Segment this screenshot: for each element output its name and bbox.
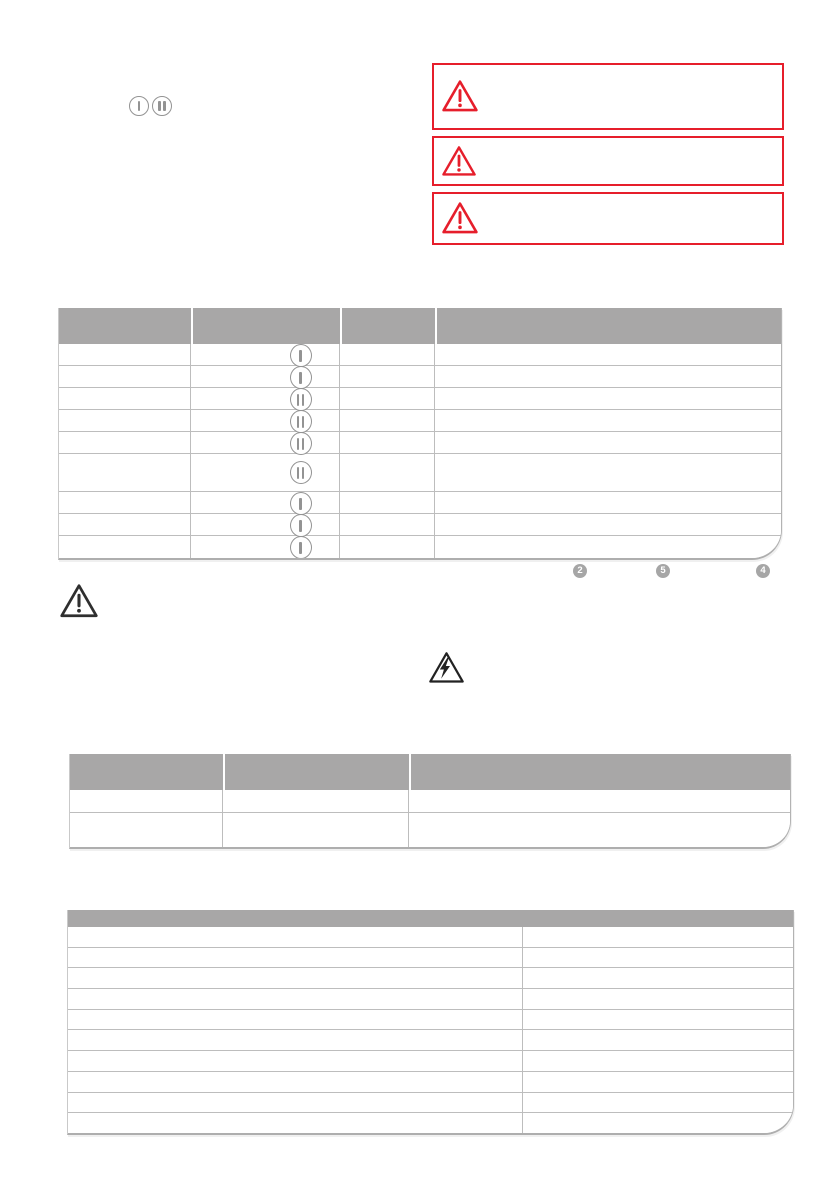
- table-cell: [340, 344, 435, 367]
- table-cell: [68, 1051, 523, 1071]
- table-cell: [223, 813, 409, 847]
- header-cell: [68, 910, 793, 927]
- table-cell: [340, 492, 435, 515]
- table-cell: [68, 989, 523, 1009]
- header-cell: [409, 754, 790, 790]
- table-cell: [340, 514, 435, 537]
- table-row: [59, 344, 781, 366]
- switch-position-cell: [191, 410, 340, 433]
- table-cell: [59, 492, 191, 515]
- table-cell: [435, 514, 781, 537]
- table-cell: [68, 1010, 523, 1030]
- table-cell: [435, 388, 781, 411]
- table-cell: [523, 1072, 793, 1092]
- power-symbol-I-icon: [129, 96, 149, 116]
- power-symbol-I-icon: [290, 344, 312, 367]
- power-symbol-II-icon: [290, 461, 312, 484]
- table-cell: [523, 1113, 793, 1133]
- table-cell: [340, 410, 435, 433]
- table-cell: [435, 492, 781, 515]
- table-cell: [68, 1093, 523, 1113]
- table-cell: [523, 1010, 793, 1030]
- table-row: [68, 1010, 793, 1031]
- power-symbol-II-icon: [290, 432, 312, 455]
- table-cell: [435, 454, 781, 491]
- switch-position-cell: [191, 366, 340, 389]
- table-row: [68, 1051, 793, 1072]
- callout-marker: 2: [573, 564, 587, 578]
- table-cell: [59, 454, 191, 491]
- table-cell: [409, 790, 790, 812]
- power-symbol-I-icon: [290, 492, 312, 515]
- power-symbol-II-icon: [152, 96, 172, 116]
- table-cell: [59, 514, 191, 537]
- table-cell: [435, 432, 781, 455]
- table-cell: [340, 388, 435, 411]
- header-cell: [191, 308, 340, 344]
- table-cell: [435, 410, 781, 433]
- table-header-row: [68, 910, 793, 927]
- table-row: [68, 927, 793, 948]
- warning-triangle-icon: [441, 79, 479, 114]
- list-table: [67, 910, 794, 1135]
- table-cell: [59, 432, 191, 455]
- switch-position-cell: [191, 514, 340, 537]
- table-cell: [523, 927, 793, 947]
- table-row: [70, 813, 790, 847]
- power-symbol-I-icon: [290, 366, 312, 389]
- table-row: [59, 366, 781, 388]
- table-cell: [70, 790, 223, 812]
- table-header-row: [59, 308, 781, 344]
- warning-box: [432, 63, 784, 130]
- table-row: [68, 1072, 793, 1093]
- table-cell: [68, 1113, 523, 1133]
- header-cell: [70, 754, 223, 790]
- table-row: [68, 1113, 793, 1133]
- warning-box: [432, 136, 784, 186]
- warning-triangle-icon: [441, 201, 479, 236]
- table-cell: [340, 432, 435, 455]
- header-cell: [435, 308, 781, 344]
- warning-triangle-icon: [59, 583, 99, 624]
- spec-table: [69, 754, 791, 849]
- table-cell: [523, 1030, 793, 1050]
- table-row: [68, 948, 793, 969]
- power-position-symbols: [129, 96, 172, 116]
- switch-position-cell: [191, 432, 340, 455]
- table-cell: [523, 1093, 793, 1113]
- high-voltage-triangle-icon: [428, 651, 465, 689]
- table-cell: [59, 410, 191, 433]
- table-cell: [523, 1051, 793, 1071]
- table-row: [59, 514, 781, 536]
- table-cell: [68, 948, 523, 968]
- table-row: [68, 989, 793, 1010]
- table-row: [59, 492, 781, 514]
- table-cell: [340, 454, 435, 491]
- table-cell: [68, 1030, 523, 1050]
- table-cell: [68, 1072, 523, 1092]
- table-body: [59, 344, 781, 558]
- table-cell: [409, 813, 790, 847]
- table-cell: [340, 366, 435, 389]
- table-cell: [68, 927, 523, 947]
- table-cell: [59, 344, 191, 367]
- table-cell: [70, 813, 223, 847]
- header-cell: [59, 308, 191, 344]
- switch-position-cell: [191, 492, 340, 515]
- header-cell: [340, 308, 435, 344]
- table-body: [70, 790, 790, 847]
- callout-marker: 5: [656, 564, 670, 578]
- table-cell: [523, 989, 793, 1009]
- warning-box: [432, 192, 784, 245]
- switch-position-cell: [191, 344, 340, 367]
- table-row: [68, 968, 793, 989]
- table-row: [59, 454, 781, 492]
- table-row: [70, 790, 790, 813]
- switch-position-cell: [191, 454, 340, 491]
- table-row: [59, 432, 781, 454]
- table-header-row: [70, 754, 790, 790]
- table-row: [59, 536, 781, 558]
- switch-position-cell: [191, 536, 340, 559]
- table-cell: [523, 968, 793, 988]
- table-row: [59, 410, 781, 432]
- table-cell: [59, 366, 191, 389]
- table-cell: [223, 790, 409, 812]
- warning-triangle-icon: [441, 145, 477, 178]
- table-row: [68, 1030, 793, 1051]
- table-cell: [523, 948, 793, 968]
- table-cell: [59, 536, 191, 559]
- power-symbol-II-icon: [290, 410, 312, 433]
- table-cell: [340, 536, 435, 559]
- table-cell: [435, 366, 781, 389]
- table-body: [68, 927, 793, 1133]
- power-symbol-I-icon: [290, 536, 312, 559]
- table-cell: [435, 344, 781, 367]
- power-symbol-II-icon: [290, 388, 312, 411]
- switch-position-cell: [191, 388, 340, 411]
- switch-position-table: [58, 308, 782, 560]
- table-row: [68, 1093, 793, 1114]
- table-row: [59, 388, 781, 410]
- power-symbol-I-icon: [290, 514, 312, 537]
- callout-marker: 4: [756, 564, 770, 578]
- table-cell: [435, 536, 781, 559]
- table-cell: [68, 968, 523, 988]
- header-cell: [223, 754, 409, 790]
- table-cell: [59, 388, 191, 411]
